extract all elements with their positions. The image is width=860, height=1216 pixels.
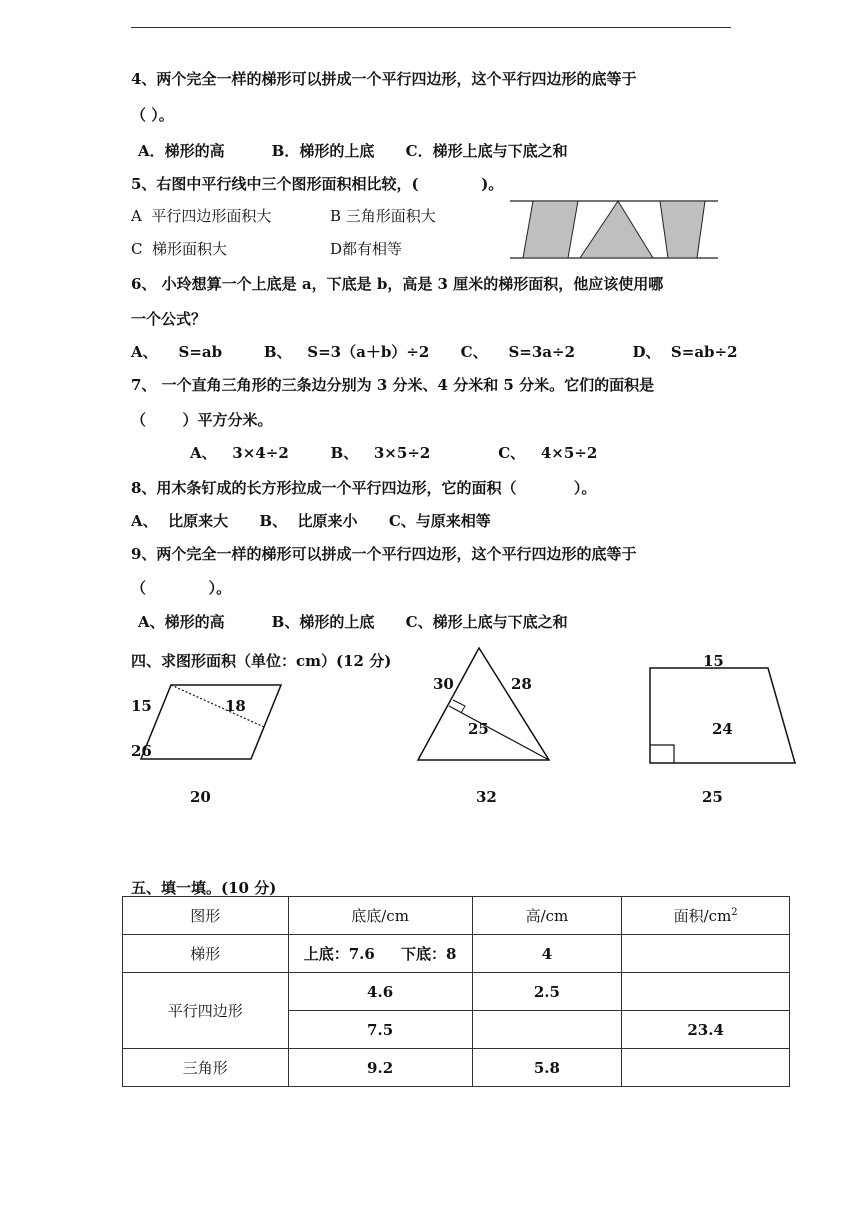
- q5-option-b: B 三角形面积大: [330, 207, 436, 225]
- header-rule: [131, 27, 731, 28]
- q4-options: A．梯形的高 B．梯形的上底 C．梯形上底与下底之和: [138, 142, 568, 160]
- q7-line2: （ ）平方分米。: [131, 411, 273, 429]
- q5-parallel-lines-figure: [505, 195, 720, 265]
- q4-line1: 4、两个完全一样的梯形可以拼成一个平行四边形，这个平行四边形的底等于: [131, 70, 637, 88]
- base-cell: 上底：7.6 下底：8: [288, 935, 472, 973]
- header-area: 面积$/cm^2$: [622, 897, 790, 935]
- q5-option-d: D都有相等: [330, 240, 403, 258]
- shape-name: 三角形: [123, 1049, 289, 1087]
- trapezoid-height-label: 24: [712, 720, 733, 738]
- area-cell[interactable]: [622, 1049, 790, 1087]
- base-cell: 9.2: [288, 1049, 472, 1087]
- triangle-base-label: 32: [476, 788, 497, 806]
- triangle-left-side-label: 30: [433, 675, 454, 693]
- q6-line1: 6、 小玲想算一个上底是 a，下底是 b，高是 3 厘米的梯形面积，他应该使用哪: [131, 275, 664, 293]
- area-cell[interactable]: [622, 935, 790, 973]
- area-cell[interactable]: [622, 973, 790, 1011]
- height-cell: 4: [472, 935, 622, 973]
- parallelogram-base-label: 20: [190, 788, 211, 806]
- trapezoid-bottom-label: 25: [702, 788, 723, 806]
- fill-in-table: [122, 896, 790, 1087]
- q7-options: A、 3×4÷2 B、 3×5÷2 C、 4×5÷2: [190, 444, 598, 462]
- trapezoid-top-label: 15: [703, 652, 724, 670]
- section5-title: 五、填一填。(10 分): [131, 879, 277, 897]
- height-cell: 2.5: [472, 973, 622, 1011]
- header-shape: 图形: [123, 897, 289, 935]
- q9-line1: 9、两个完全一样的梯形可以拼成一个平行四边形，这个平行四边形的底等于: [131, 545, 637, 563]
- parallelogram-left-label: 15: [131, 697, 152, 715]
- q7-line1: 7、 一个直角三角形的三条边分别为 3 分米、4 分米和 5 分米。它们的面积是: [131, 376, 655, 394]
- header-height: 高/cm: [472, 897, 622, 935]
- q9-line2: （ ）。: [131, 579, 232, 597]
- parallelogram-height-label: 18: [225, 697, 246, 715]
- base-cell: 7.5: [288, 1011, 472, 1049]
- triangle-figure: [415, 646, 555, 764]
- q6-options: A、 S=ab B、 S=3（a＋b）÷2 C、 S=3a÷2 D、 S=ab÷2: [131, 343, 738, 361]
- q8-options: A、 比原来大 B、 比原来小 C、与原来相等: [131, 512, 491, 530]
- trapezoid-figure: [648, 665, 798, 765]
- area-cell: 23.4: [622, 1011, 790, 1049]
- q5-triangle: [580, 201, 653, 258]
- q5-stem: 5、右图中平行线中三个图形面积相比较，( )。: [131, 175, 504, 193]
- shape-name: 梯形: [123, 935, 289, 973]
- height-cell[interactable]: [472, 1011, 622, 1049]
- parallelogram-corner-label: 26: [131, 742, 152, 760]
- table-row: [123, 973, 790, 1011]
- table-row: [123, 1049, 790, 1087]
- q6-line2: 一个公式？: [131, 310, 207, 328]
- q5-option-a: A 平行四边形面积大: [131, 207, 272, 225]
- parallelogram-figure: [138, 682, 288, 762]
- triangle-height-label: 25: [468, 720, 489, 738]
- height-cell: 5.8: [472, 1049, 622, 1087]
- q9-options: A、梯形的高 B、梯形的上底 C、梯形上底与下底之和: [138, 613, 568, 631]
- table-header-row: [123, 897, 790, 935]
- header-base: 底底/cm: [288, 897, 472, 935]
- q4-line2: （ ）。: [131, 106, 174, 124]
- triangle-right-side-label: 28: [511, 675, 532, 693]
- base-cell: 4.6: [288, 973, 472, 1011]
- q5-trapezoid: [660, 201, 705, 258]
- table-row: [123, 935, 790, 973]
- q8-stem: 8、用木条钉成的长方形拉成一个平行四边形，它的面积（ ）。: [131, 479, 597, 497]
- q5-parallelogram: [523, 201, 578, 258]
- section4-title: 四、求图形面积（单位：cm）(12 分): [131, 652, 392, 670]
- q5-option-c: C 梯形面积大: [131, 240, 228, 258]
- shape-name: 平行四边形: [123, 973, 289, 1049]
